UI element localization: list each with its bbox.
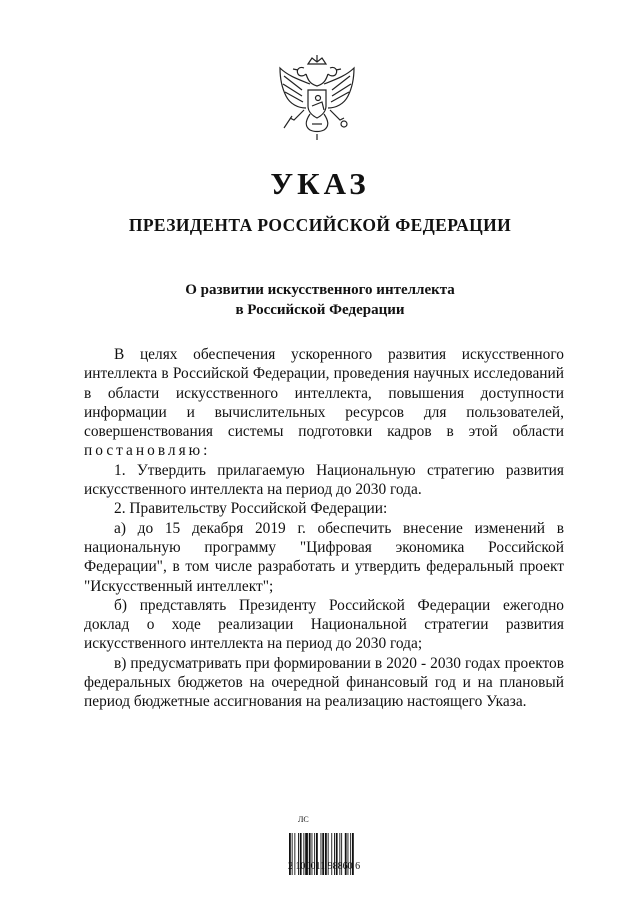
barcode-block [288, 815, 378, 885]
preamble-paragraph [84, 345, 564, 461]
paragraph-1: 1. Утвердить прилагаемую Национальную стратегию развития искусственного интеллекта на период до 2030 года. [84, 461, 564, 499]
decree-heading [0, 280, 640, 320]
paragraph-2a: а) до 15 декабря 2019 г. обеспечить внесение изменений в национальную программу "Цифровая экономика Российской Федерации", в том числе разработать и утвердить федеральный проект "Искусственный интеллект"; [84, 519, 564, 595]
decree-body [84, 345, 564, 712]
document-subtitle: ПРЕЗИДЕНТА РОССИЙСКОЙ ФЕДЕРАЦИИ [128, 215, 512, 235]
paragraph-2b: б) представлять Президенту Российской Федерации ежегодно доклад о ходе реализации Национальной стратегии развития искусственного интеллекта на период до 2030 года; [84, 596, 564, 653]
decree-heading-line-2: в Российской Федерации [235, 302, 405, 318]
coat-of-arms [274, 54, 360, 150]
russian-coat-of-arms-icon [274, 54, 360, 150]
paragraph-2c: в) предусматривать при формировании в 2020 - 2030 годах проектов федеральных бюджетов на очередной финансовый год и на плановый период бюджетные ассигнования на реализацию настоящего Указа. [84, 654, 564, 711]
barcode-mark: ЛС [298, 815, 309, 824]
document-title: УКАЗ [270, 166, 370, 201]
preamble-text: В целях обеспечения ускоренного развития искусственного интеллекта в Российской Федерации, проведения научных исследований в области искусственного интеллекта, повышения доступности информации и вычислительных ресурсов для пользователей, совершенствования системы подготовки кадров в этой области [84, 346, 564, 441]
decree-heading-line-1: О развитии искусственного интеллекта [185, 282, 455, 298]
decree-keyword: постановляю: [84, 442, 211, 460]
paragraph-2: 2. Правительству Российской Федерации: [114, 500, 388, 518]
